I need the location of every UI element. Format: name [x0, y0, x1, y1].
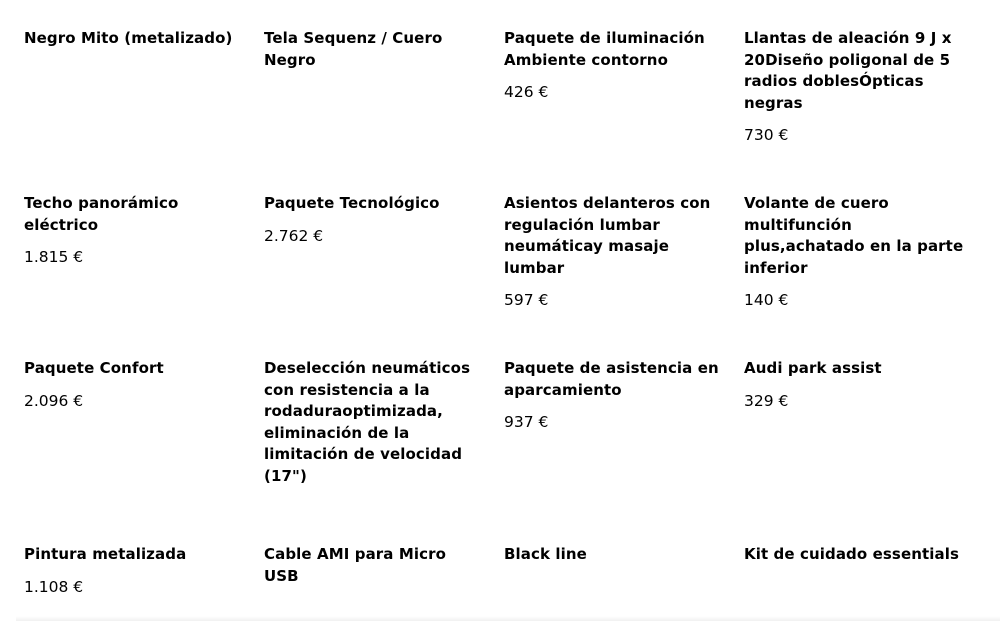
option-item [744, 193, 984, 311]
option-name: Paquete de iluminación Ambiente contorno [504, 29, 705, 69]
option-price: 2.096 € [24, 391, 84, 410]
option-item [24, 193, 264, 268]
equipment-options-grid [24, 28, 984, 614]
option-name: Deselección neumáticos con resistencia a la rodaduraoptimizada, eliminación de la limitación de velocidad (17") [264, 359, 471, 485]
option-item [744, 358, 984, 412]
option-item [24, 28, 264, 50]
options-row [24, 28, 984, 193]
option-name: Volante de cuero multifunción plus,achatado en la parte inferior [744, 194, 964, 277]
option-item [264, 358, 504, 487]
option-name: Techo panorámico eléctrico [24, 194, 179, 234]
option-item [24, 544, 264, 598]
option-price: 730 € [744, 126, 789, 144]
option-name: Llantas de aleación 9 J x 20Diseño poligonal de 5 radios doblesÓpticas negras [744, 29, 952, 112]
option-name: Tela Sequenz / Cuero Negro [264, 29, 443, 69]
option-name: Asientos delanteros con regulación lumbar neumáticay masaje lumbar [504, 194, 711, 277]
option-name: Black line [504, 545, 587, 563]
option-item [504, 358, 744, 433]
option-item [504, 193, 744, 311]
options-row [24, 358, 984, 544]
option-price: 426 € [504, 83, 549, 101]
option-name: Paquete Tecnológico [264, 194, 440, 212]
option-name: Kit de cuidado essentials [744, 545, 960, 563]
option-price: 140 € [744, 291, 789, 309]
option-item [504, 28, 744, 103]
option-price: 329 € [744, 391, 789, 410]
option-name: Pintura metalizada [24, 545, 187, 563]
option-item [504, 544, 744, 566]
option-name: Audi park assist [744, 359, 882, 377]
option-name: Negro Mito (metalizado) [24, 29, 233, 47]
option-item [744, 544, 984, 566]
options-row [24, 544, 984, 614]
option-price: 597 € [504, 291, 549, 309]
option-item [264, 544, 504, 587]
option-name: Paquete de asistencia en aparcamiento [504, 359, 719, 399]
option-item [264, 193, 504, 247]
option-price: 2.762 € [264, 226, 324, 245]
option-item [264, 28, 504, 71]
option-price: 1.815 € [24, 248, 84, 266]
options-row [24, 193, 984, 358]
bottom-divider [16, 616, 1000, 621]
option-price: 1.108 € [24, 577, 84, 596]
option-item [744, 28, 984, 146]
option-name: Cable AMI para Micro USB [264, 545, 447, 585]
option-name: Paquete Confort [24, 359, 164, 377]
option-item [24, 358, 264, 412]
option-price: 937 € [504, 413, 549, 431]
